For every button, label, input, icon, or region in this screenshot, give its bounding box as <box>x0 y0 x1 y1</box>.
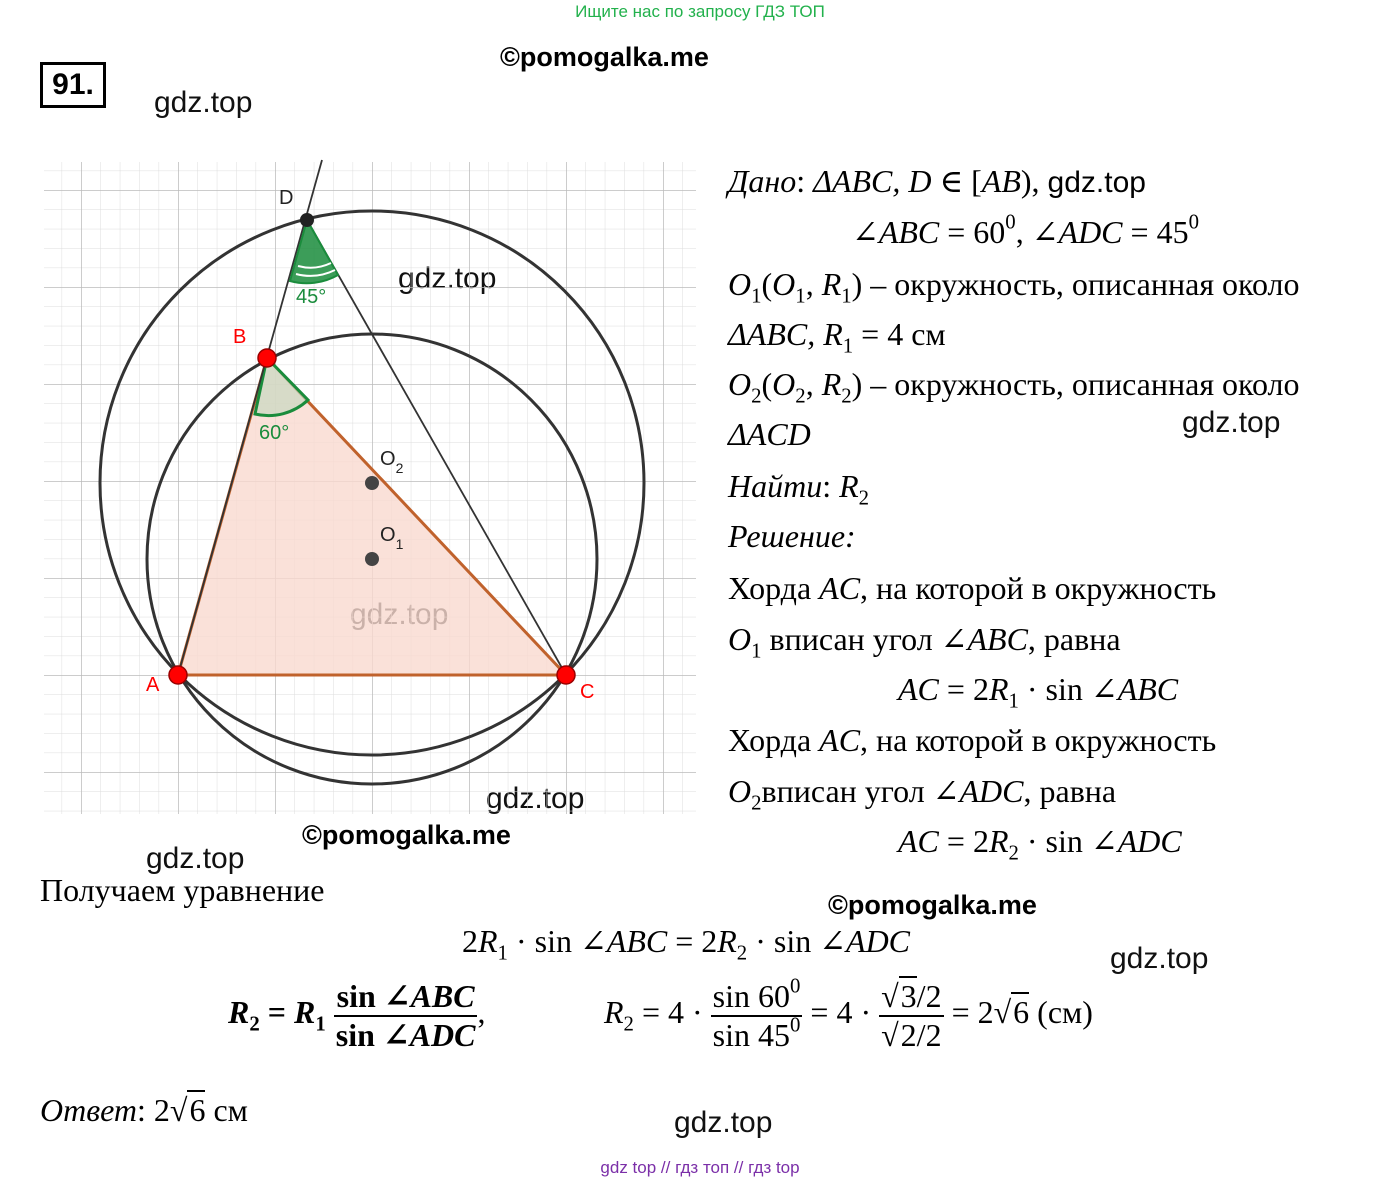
gdz-watermark: gdz.top <box>1110 942 1209 975</box>
solution-line-4: $O_2вписан$ угол ∠ADC, равна <box>728 773 1117 815</box>
given-circle-1-text: – окружность, описанная около <box>862 266 1300 302</box>
formula-ac-r1: AC = $2R_1 \cdot \sin$ ∠ABC <box>898 671 1179 713</box>
point-a <box>169 666 187 684</box>
pomogalka-watermark: ©pomogalka.me <box>302 820 511 850</box>
given-unit: см <box>903 316 946 352</box>
top-search-banner[interactable]: Ищите нас по запросу ГДЗ ТОП <box>575 2 825 21</box>
point-o2 <box>365 476 379 490</box>
given-circle-2-text: – окружность, описанная около <box>862 366 1300 402</box>
footer-links[interactable]: gdz top // гдз топ // гдз top <box>600 1158 800 1177</box>
gdz-watermark: gdz.top <box>146 842 245 875</box>
label-angle-b: 60° <box>259 422 290 444</box>
given-line-5: $O_2(O_2$, $R_2$) – окружность, описанная около <box>728 366 1300 408</box>
given-line-1: Дано: ΔABC, D ∈ [AB), gdz.top <box>728 163 1146 199</box>
label-o2: $O_2$ <box>380 448 404 476</box>
point-b <box>258 349 276 367</box>
pomogalka-watermark: ©pomogalka.me <box>828 890 1037 920</box>
equation-intro: Получаем уравнение <box>40 872 325 908</box>
point-d <box>300 213 314 227</box>
given-line-6: ΔACD <box>728 416 811 452</box>
label-angle-d: 45° <box>296 286 327 308</box>
given-line-2: ∠ABC = $60^0$, ∠ADC = $45^0$ <box>852 210 1199 250</box>
result-unit: (см) <box>1029 994 1093 1031</box>
find-label: Найти <box>728 468 823 504</box>
solution-heading: Решение: <box>728 518 856 554</box>
point-o1 <box>365 552 379 566</box>
equation-main: $2R_1 \cdot \sin$ ∠ABC = $2R_2 \cdot \sin$ ∠ADC <box>462 923 911 965</box>
solution-line-2: $O_1$ вписан угол ∠ABC, равна <box>728 621 1121 663</box>
gdz-watermark: gdz.top <box>674 1106 773 1139</box>
label-a: A <box>146 674 160 696</box>
find-line: Найти: $R_2$ <box>728 468 870 510</box>
answer-unit: см <box>205 1092 248 1128</box>
label-o1: $O_1$ <box>380 524 404 552</box>
gdz-watermark: gdz.top <box>1047 166 1146 199</box>
given-label: Дано <box>728 163 797 199</box>
copyright-watermark: ©pomogalka.me <box>500 42 709 72</box>
answer-line: Ответ: 2√6 см <box>40 1092 248 1128</box>
label-c: C <box>580 681 595 703</box>
formula-ac-r2: AC = $2R_2 \cdot \sin$ ∠ADC <box>898 823 1182 865</box>
point-c <box>557 666 575 684</box>
solution-line-3: Хорда AC, на которой в окружность <box>728 722 1217 758</box>
label-b: B <box>233 326 247 348</box>
answer-label: Ответ <box>40 1092 137 1128</box>
gdz-watermark: gdz.top <box>154 86 253 119</box>
solution-line-1: Хорда AC, на которой в окружность <box>728 570 1217 606</box>
task-number: 91. <box>40 62 106 108</box>
formula-r2-numeric: $R_2 = 4$ · $\frac{\sin 60^0}{\sin 45^0}$ = 4 · $\frac{√3/2}{√2/2}$ = 2√6 (см) <box>604 974 1093 1053</box>
gdz-watermark: gdz.top <box>1182 406 1281 439</box>
given-line-3: $O_1(O_1$, $R_1$) – окружность, описанная около <box>728 266 1300 308</box>
given-line-4: ΔABC, $R_1 = 4$ см <box>728 316 946 358</box>
label-d: D <box>279 187 294 209</box>
geometry-figure <box>40 158 700 818</box>
formula-r2-general: $R_2 = R_1$ $\frac{\text{sin ∠ABC}}{\text{sin ∠ADC}}$ , <box>228 978 486 1053</box>
